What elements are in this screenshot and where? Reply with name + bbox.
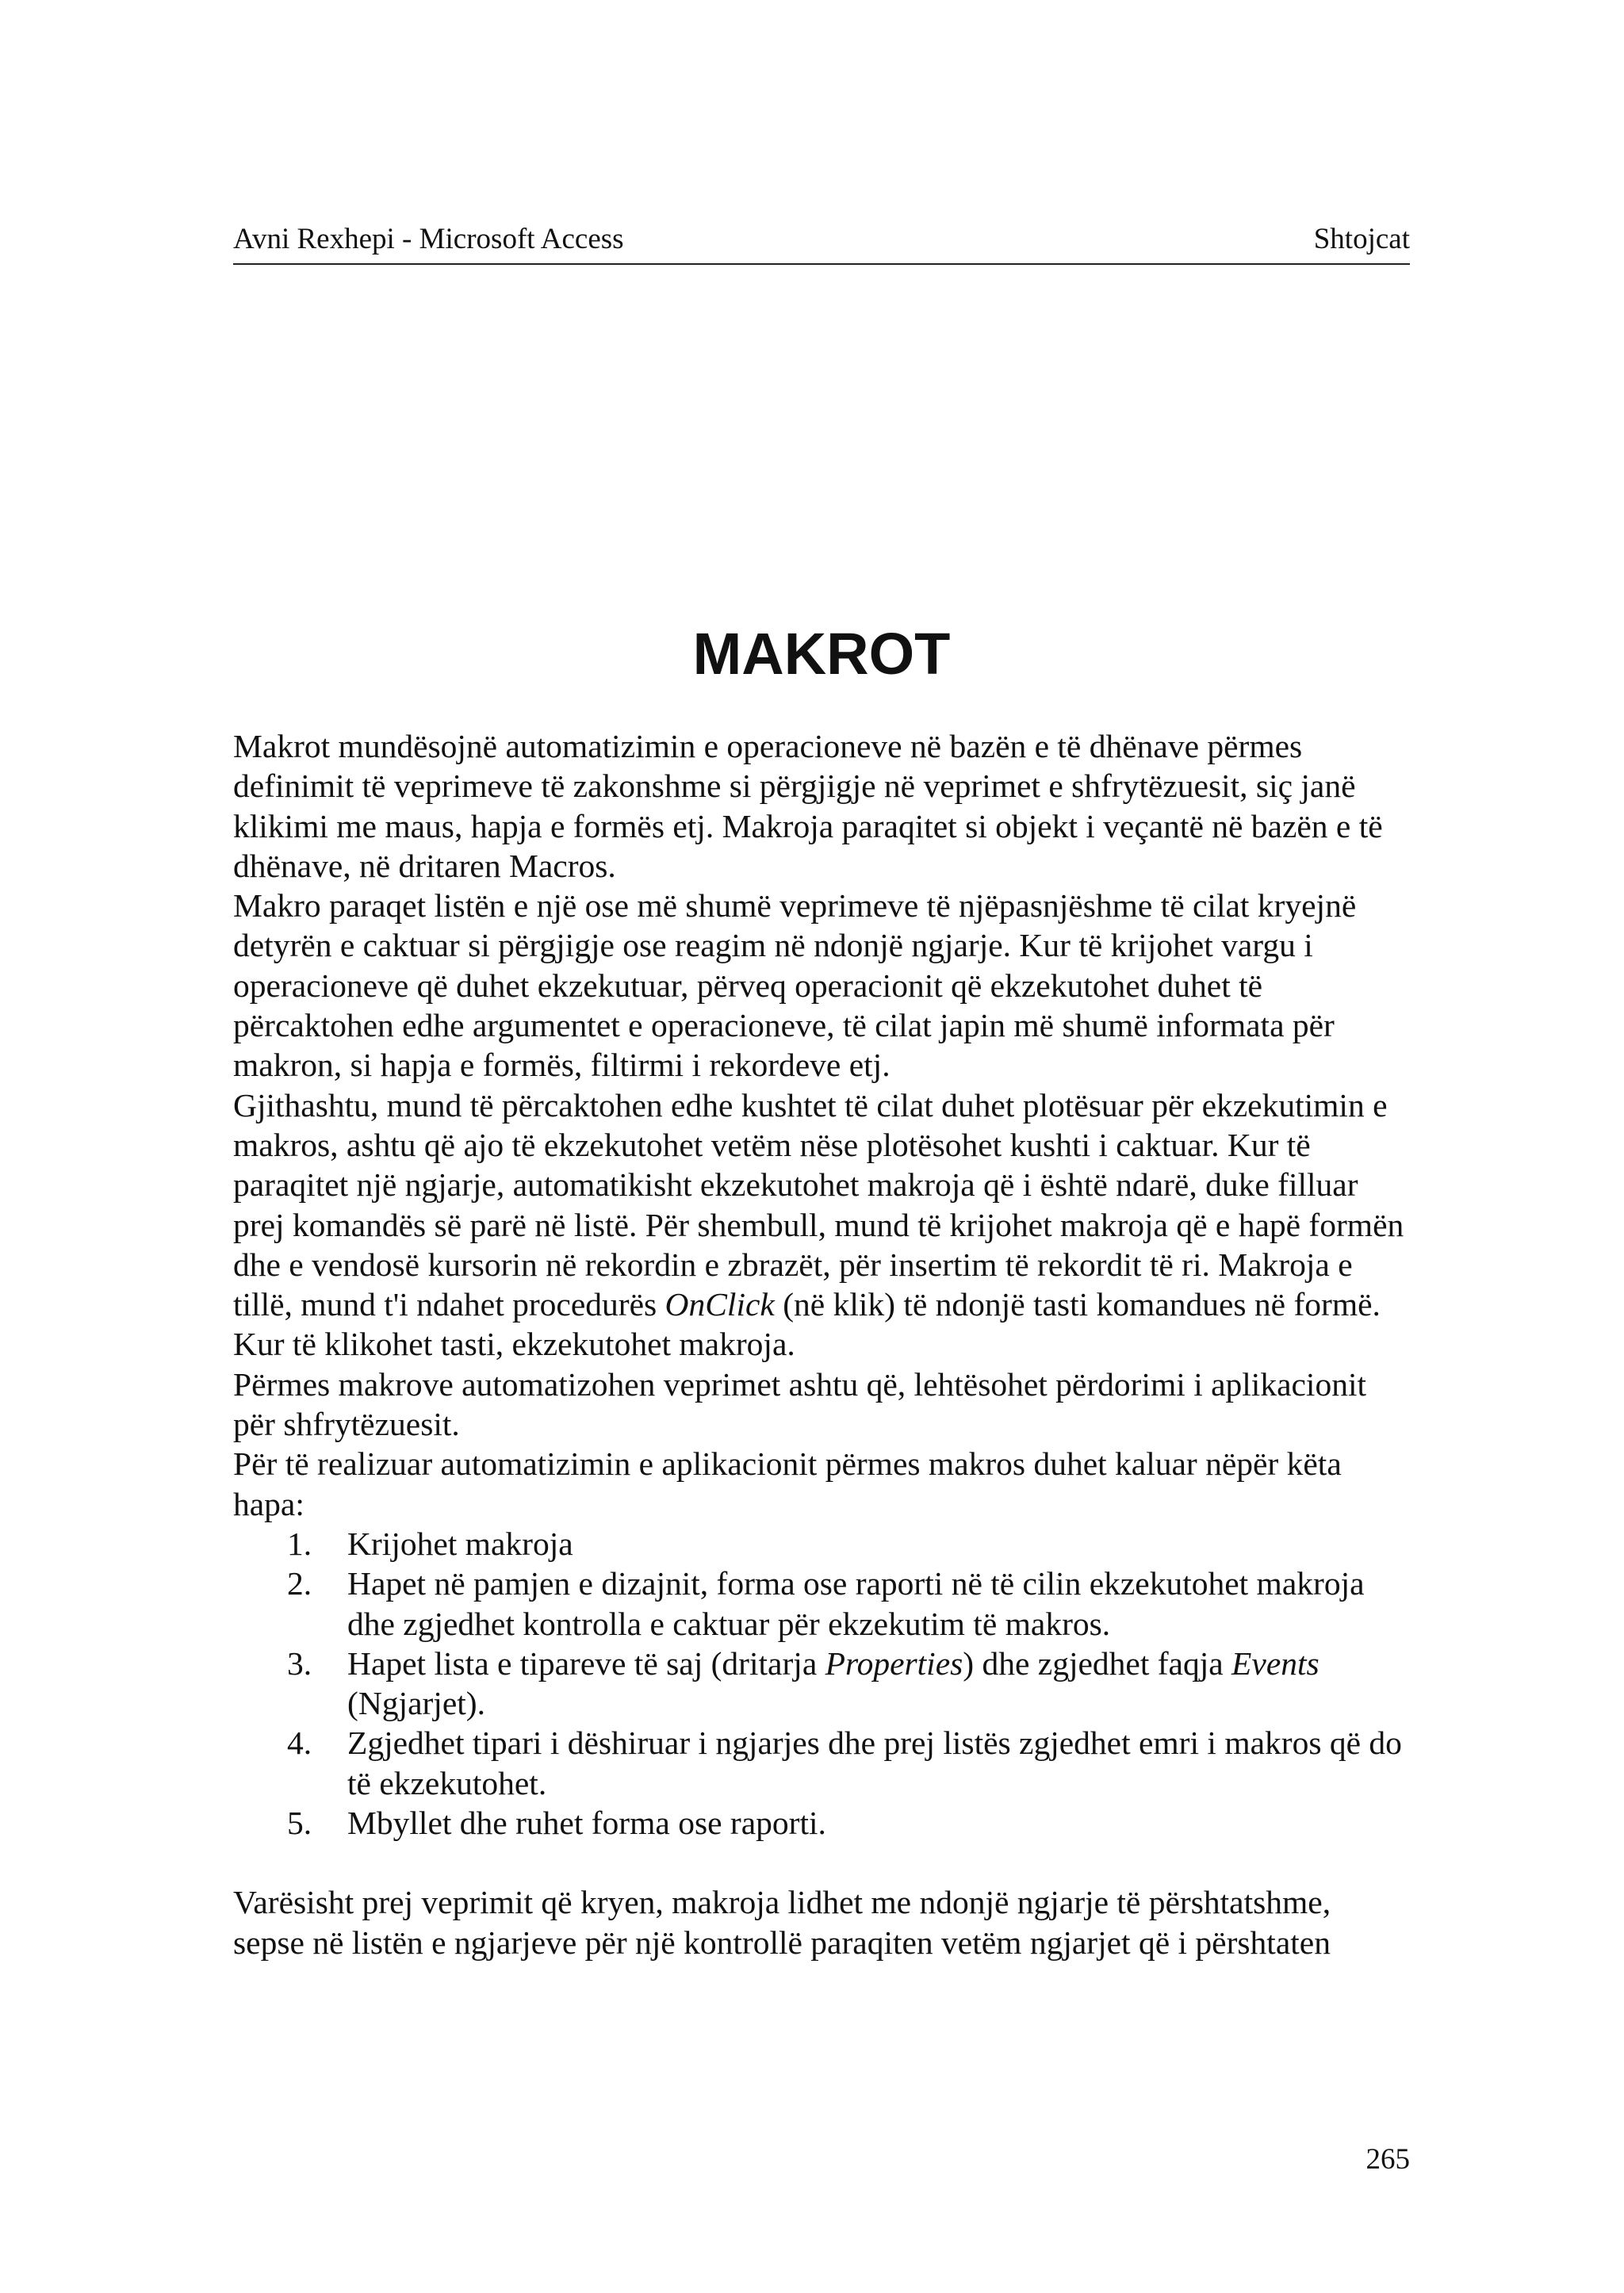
list-item-text-c: (Ngjarjet). xyxy=(347,1685,485,1722)
paragraph-spacer xyxy=(233,1843,1410,1882)
paragraph-5: Për të realizuar automatizimin e aplikacionit përmes makros duhet kaluar nëpër këta hapa: xyxy=(233,1445,1342,1522)
page-number: 265 xyxy=(1365,2143,1410,2176)
header-author-title: Avni Rexhepi - Microsoft Access xyxy=(233,223,624,255)
list-item-text: Zgjedhet tipari i dëshiruar i ngjarjes dhe prej listës zgjedhet emri i makros që do të ekzekutohet. xyxy=(347,1725,1402,1801)
chapter-title: MAKROT xyxy=(692,621,951,687)
list-item-text-b: ) dhe zgjedhet faqja xyxy=(963,1644,1232,1682)
list-item-text xyxy=(347,1645,1320,1721)
list-item xyxy=(233,1803,1410,1843)
paragraph-6: Varësisht prej veprimit që kryen, makroja lidhet me ndonjë ngjarje të përshtatshme, sepse në listën e ngjarjeve për një kontrollë paraqiten vetëm ngjarjet që i përshtaten xyxy=(233,1884,1331,1961)
list-item-text: Mbyllet dhe ruhet forma ose raporti. xyxy=(347,1805,826,1842)
paragraph-3-text-b: (në klik) të ndonjë tasti komandues në formë. Kur të klikohet tasti, ekzekutohet makroja. xyxy=(233,1286,1381,1363)
list-item xyxy=(233,1644,1410,1724)
list-item-text-a: Hapet lista e tipareve të saj (dritarja xyxy=(347,1644,825,1682)
paragraph-3 xyxy=(233,1085,1410,1365)
list-item xyxy=(233,1723,1410,1803)
list-item-number: 2. xyxy=(287,1565,312,1602)
list-item xyxy=(233,1564,1410,1644)
body-text xyxy=(233,726,1410,1962)
list-item-number: 4. xyxy=(287,1725,312,1762)
paragraph-4: Përmes makrove automatizohen veprimet ashtu që, lehtësohet përdorimi i aplikacionit për shfrytëzuesit. xyxy=(233,1365,1367,1443)
list-item-number: 1. xyxy=(287,1525,312,1562)
list-item-text: Krijohet makroja xyxy=(347,1525,573,1562)
list-item-emphasis-properties: Properties xyxy=(825,1644,963,1682)
list-item-emphasis-events: Events xyxy=(1231,1644,1320,1682)
list-item xyxy=(233,1524,1410,1564)
paragraph-3-text-a: Gjithashtu, mund të përcaktohen edhe kushtet të cilat duhet plotësuar për ekzekutimin e makros, ashtu që ajo të ekzekutohet vetëm nëse plotësohet kushti i caktuar. Kur të paraqitet një ngjarje, automatikisht ekzekutohet makroja që i është ndarë, duke filluar prej komandës së parë në listë. Për shembull, mund të krijohet makroja që e hapë formën dhe e vendosë kursorin në rekordin e zbrazët, për insertim të rekordit të ri. Makroja e tillë, mund t'i ndahet procedurës xyxy=(233,1086,1404,1323)
steps-list xyxy=(233,1524,1410,1843)
list-item-number: 3. xyxy=(287,1644,312,1682)
paragraph-3-emphasis: OnClick xyxy=(665,1286,775,1323)
header-section: Shtojcat xyxy=(1313,223,1410,255)
paragraph-1: Makrot mundësojnë automatizimin e operacioneve në bazën e të dhënave përmes definimit të veprimeve të zakonshme si përgjigje në veprimet e shfrytëzuesit, siç janë klikimi me maus, hapja e formës etj. Makroja paraqitet si objekt i veçantë në bazën e të dhënave, në dritaren Macros. xyxy=(233,728,1383,884)
paragraph-2: Makro paraqet listën e një ose më shumë veprimeve të njëpasnjëshme të cilat kryejnë detyrën e caktuar si përgjigje ose reagim në ndonjë ngjarje. Kur të krijohet vargu i operacioneve që duhet ekzekutuar, përveq operacionit që ekzekutohet duhet të përcaktohen edhe argumentet e operacioneve, të cilat japin më shumë informata për makron, si hapja e formës, filtirmi i rekordeve etj. xyxy=(233,887,1357,1084)
running-header xyxy=(233,222,1410,265)
list-item-text: Hapet në pamjen e dizajnit, forma ose raporti në të cilin ekzekutohet makroja dhe zgjedhet kontrolla e caktuar për ekzekutim të makros. xyxy=(347,1565,1365,1642)
list-item-number: 5. xyxy=(287,1805,312,1842)
